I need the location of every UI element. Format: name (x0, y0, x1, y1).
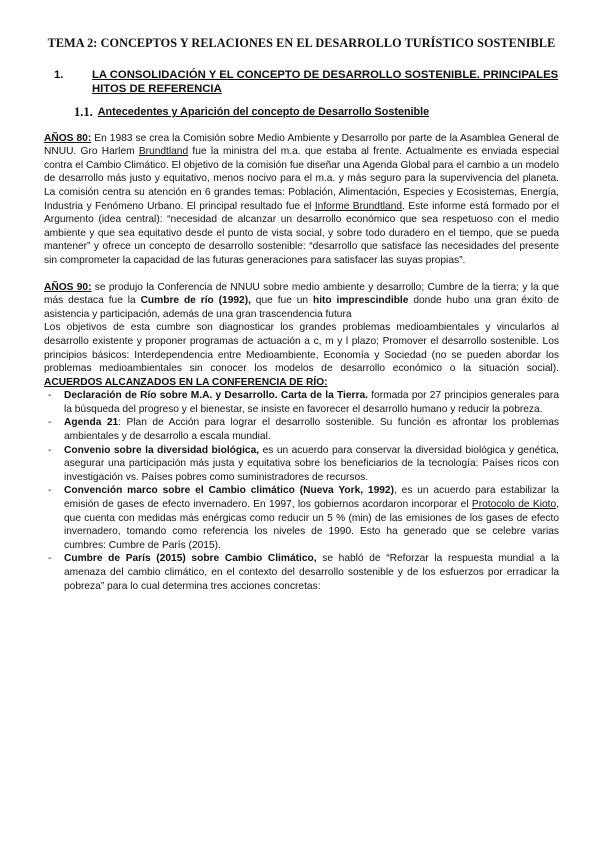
list-item (44, 416, 559, 443)
subsection-number: 1.1. (74, 105, 93, 119)
acuerdos-heading: ACUERDOS ALCANZADOS EN LA CONFERENCIA DE RÍO: (44, 376, 328, 388)
section-number: 1. (54, 69, 64, 81)
list-item-text: es un acuerdo para conservar la diversidad biológica y genética, asegurar una participación más justa y equitativa sobre los beneficiarios de la tecnología: Países ricos con investigación vs. Países pobres como suministradores de recursos. (64, 444, 559, 483)
paragraph-anos-80 (44, 132, 559, 268)
list-item-title: Agenda 21 (64, 417, 119, 429)
list-item-text: se habló de “Reforzar la respuesta mundial a la amenaza del cambio climático, en el contexto del desarrollo sostenible y de los esfuerzos por erradicar la pobreza” para lo cual determina tres acciones concretas: (64, 553, 559, 592)
text-segment: En 1983 se crea la Comisión sobre Medio Ambiente y Desarrollo por parte de la Asamblea General de NNUU. Gro Harlem (44, 132, 559, 158)
cumbre-rio: Cumbre de río (1992), (140, 295, 251, 307)
text-segment: . Este informe está formado por el Argumento (idea central): “necesidad de alcanzar un desarrollo económico que sea respetuoso con el medio ambiente y que sea equitativo desde el punto de vista social, y sobre todo duradero en el tiempo, que se pueda mantener” y ofrece un concepto de desarrollo sostenible: “desarrollo que satisface las necesidades del presente sin comprometer la capacidad de las futuras generaciones para satisfacer las suyas propias”. (44, 200, 559, 266)
list-item-title: Convención marco sobre el Cambio climático (Nueva York, 1992) (64, 485, 394, 497)
list-item-text: , es un acuerdo para estabilizar la emisión de gases de efecto invernadero. En 1997, los gobiernos acordaron incorporar el (64, 485, 559, 511)
text-segment: donde hubo una gran éxito de asistencia y participación, además de una gran trascendencia futura (44, 295, 559, 320)
list-item-title: Declaración de Río sobre M.A. y Desarrollo. Carta de la Tierra. (64, 390, 368, 402)
list-item-title: Convenio sobre la diversidad biológica, (64, 444, 260, 456)
section-heading-1 (44, 68, 559, 96)
list-item (44, 552, 559, 593)
list-item-title: Cumbre de París (2015) sobre Cambio Climático, (64, 553, 317, 565)
document-title: TEMA 2: CONCEPTOS Y RELACIONES EN EL DESARROLLO TURÍSTICO SOSTENIBLE (47, 36, 556, 50)
section-title: LA CONSOLIDACIÓN Y EL CONCEPTO DE DESARROLLO SOSTENIBLE. PRINCIPALES HITOS DE REFERENCIA (92, 69, 559, 95)
subsection-title: Antecedentes y Aparición del concepto de Desarrollo Sostenible (97, 106, 430, 118)
label-anos-90: AÑOS 90: (44, 281, 92, 293)
label-anos-80: AÑOS 80: (44, 132, 92, 144)
subsection-heading-1-1 (44, 106, 559, 120)
paragraph-objetivos (44, 321, 559, 389)
protocolo-kioto: Protocolo de Kioto (471, 499, 557, 511)
list-item (44, 484, 559, 552)
list-item-text: , que cuenta con medidas más enérgicas como reducir un 5 % (min) de las emisiones de los gases de efecto invernadero, tomando como referencia los niveles de 1990. Esto ha generado que se celebre varias cumbres: Cumbre de París (2015). (64, 499, 559, 551)
paragraph-anos-90 (44, 281, 559, 322)
text-segment: que fue un (250, 295, 313, 307)
text-segment: Los objetivos de esta cumbre son diagnosticar los grandes problemas medioambientales y vincularlos al desarrollo existente y proponer programas de actuación a c, m y l plazo; Promover el desarrollo sostenible. Los principios básicos: Interdependencia entre Medioambiente, Economía y Sociedad (no se pueden abordar los problemas medioambientales sin conocer los modelos de desarrollo económico o la situación social). (44, 322, 559, 375)
acuerdos-list (44, 389, 559, 593)
list-item-text: formada por 27 principios generales para la búsqueda del progreso y el bienestar, se insiste en favorecer el desarrollo humano y reducir la pobreza. (64, 390, 559, 415)
text-segment: se produjo la Conferencia de NNUU sobre medio ambiente y desarrollo; Cumbre de la tierra; y la que más destaca fue la (44, 281, 559, 307)
brundtland-name: Brundtland (138, 146, 189, 158)
list-item (44, 389, 559, 416)
list-item-text: : Plan de Acción para lograr el desarrollo sostenible. Su función es afrontar los problemas ambientales y de desarrollo a escala mundial. (64, 417, 559, 443)
text-segment: fue la ministra del m.a. que estaba al frente. Actualmente es enviada especial contra el Cambio Climático. El objetivo de la comisión fue diseñar una Agenda Global para el cambio a un modelo de desarrollo más justo y equitativo, menos nocivo para el m.a. y más seguro para la supervivencia del planeta. La comisión centra su atención en 6 grandes temas: Población, Alimentación, Especies y Ecosistemas, Energía, Industria y Fenómeno Urbano. El principal resultado fue el (44, 146, 559, 212)
document-page (44, 36, 559, 593)
hito-imprescindible: hito imprescindible (312, 295, 409, 307)
list-item (44, 444, 559, 485)
informe-brundtland: Informe Brundtland (314, 200, 403, 212)
